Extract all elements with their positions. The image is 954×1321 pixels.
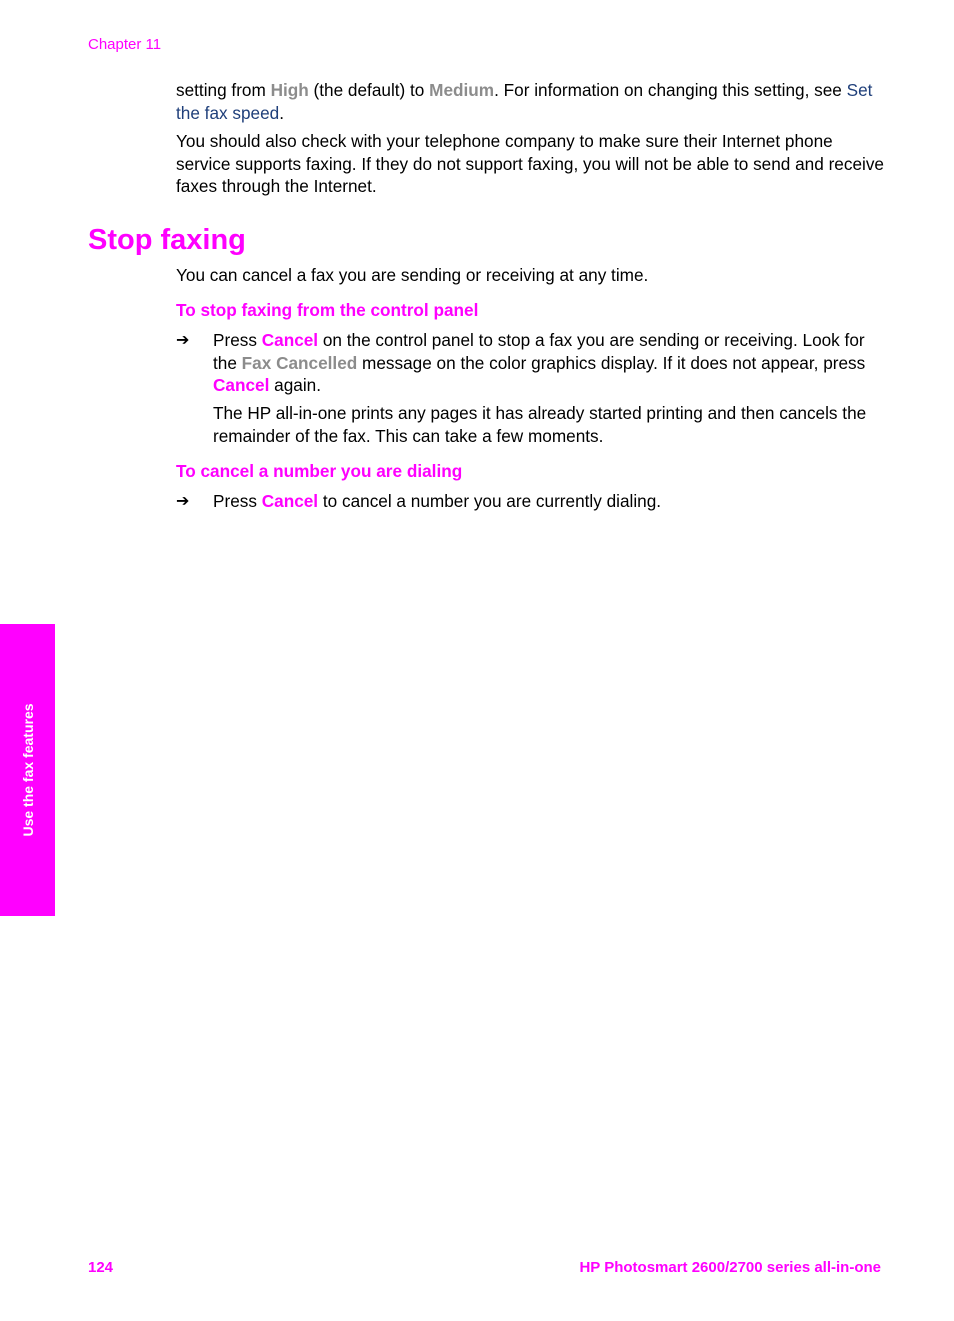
step-stop-faxing: [213, 329, 893, 397]
intro-paragraph-1: [176, 79, 888, 124]
chapter-label: Chapter 11: [88, 36, 162, 53]
side-tab-label: Use the fax features: [19, 703, 36, 837]
step-cancel-number: [213, 490, 893, 513]
set-fax-speed-link[interactable]: Set the fax speed: [176, 80, 873, 123]
keyword-cancel: Cancel: [261, 491, 319, 511]
arrow-bullet-icon: ➔: [176, 491, 190, 510]
keyword-fax-cancelled: Fax Cancelled: [241, 352, 358, 373]
text-run: message on the color graphics display. If it does not appear, press: [357, 352, 866, 373]
keyword-cancel: Cancel: [213, 375, 270, 396]
keyword-medium: Medium: [429, 80, 495, 100]
intro-paragraph-2: You should also check with your telephone company to make sure their Internet phone service supports faxing. If they do not support faxing, you will not be able to send and receive faxes through the Internet.: [176, 131, 884, 197]
section-intro: You can cancel a fax you are sending or receiving at any time.: [176, 265, 649, 285]
keyword-cancel: Cancel: [261, 330, 319, 350]
subheading-control-panel: To stop faxing from the control panel: [176, 300, 479, 320]
text-run: (the default) to: [308, 80, 430, 100]
subheading-cancel-number: To cancel a number you are dialing: [176, 461, 463, 481]
text-run: .: [279, 102, 284, 123]
text-run: . For information on changing this setting, see: [494, 80, 847, 100]
side-tab: [0, 624, 55, 916]
product-name: HP Photosmart 2600/2700 series all-in-one: [579, 1259, 881, 1276]
step-note: The HP all-in-one prints any pages it has already started printing and then cancels the remainder of the fax. This can take a few moments.: [213, 403, 867, 446]
text-run: to cancel a number you are currently dialing.: [318, 491, 662, 511]
page-number: 124: [88, 1259, 114, 1276]
text-run: Press: [213, 491, 262, 511]
section-title: Stop faxing: [88, 224, 246, 256]
text-run: Press: [213, 330, 262, 350]
keyword-high: High: [270, 80, 309, 100]
text-run: on the control panel to stop a fax you are sending or receiving. Look for the: [213, 330, 865, 373]
text-run: again.: [269, 375, 321, 396]
arrow-bullet-icon: ➔: [176, 330, 190, 349]
text-run: setting from: [176, 80, 271, 100]
